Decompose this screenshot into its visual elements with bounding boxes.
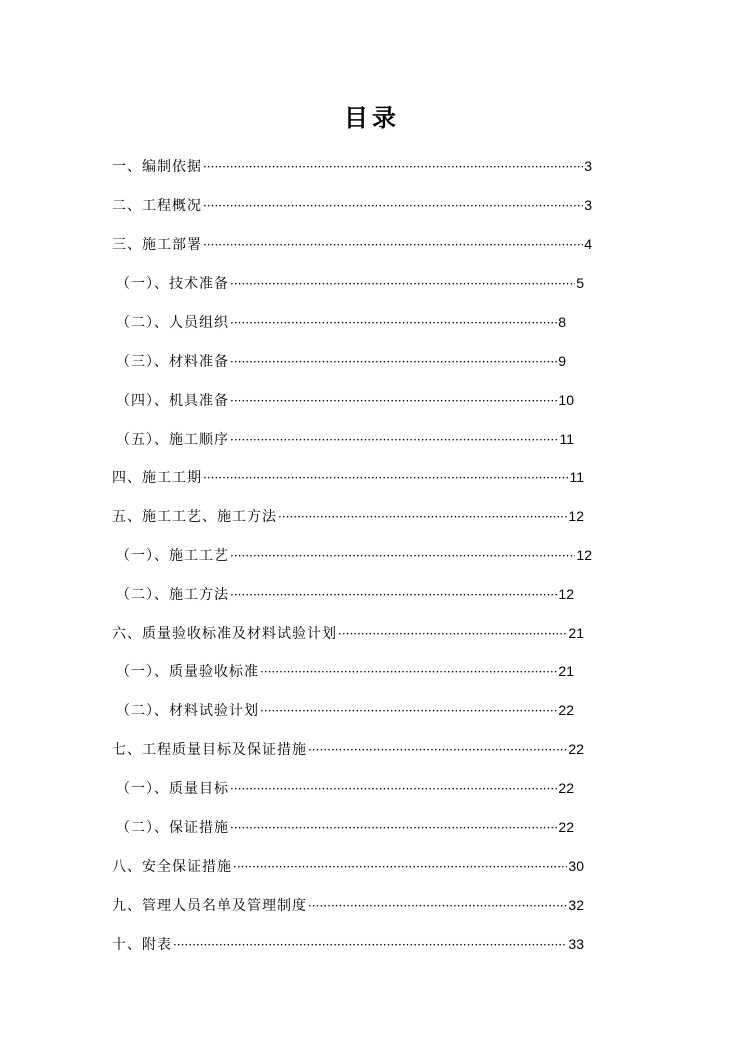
toc-entry xyxy=(112,506,584,527)
toc-leader-dots xyxy=(230,313,557,333)
toc-label: 五、施工工艺、施工方法 xyxy=(112,509,277,525)
toc-leader-dots xyxy=(203,157,583,177)
toc-page-number: 22 xyxy=(558,819,574,835)
toc-label: （五）、施工顺序 xyxy=(116,432,229,448)
toc-label: 四、施工工期 xyxy=(112,470,202,486)
toc-entry xyxy=(116,584,574,605)
toc-label: 六、质量验收标准及材料试验计划 xyxy=(112,626,337,642)
toc-leader-dots xyxy=(230,391,557,411)
page-title: 目录 xyxy=(344,104,400,132)
toc-page-number: 22 xyxy=(558,702,574,718)
toc-page-number: 5 xyxy=(576,275,584,291)
toc-entry xyxy=(112,739,584,760)
toc-entry xyxy=(112,195,592,216)
toc-page-number: 11 xyxy=(559,431,574,447)
toc-leader-dots xyxy=(230,779,557,799)
toc-entry xyxy=(116,429,574,450)
toc-label: （二）、保证措施 xyxy=(116,820,229,836)
toc-entry xyxy=(116,390,574,411)
toc-leader-dots xyxy=(203,235,583,255)
toc-leader-dots xyxy=(260,701,557,721)
toc-leader-dots xyxy=(203,468,568,488)
toc-page-number: 12 xyxy=(568,508,584,524)
toc-label: （二）、人员组织 xyxy=(116,315,229,331)
toc-entry xyxy=(112,623,584,644)
toc-leader-dots xyxy=(230,585,557,605)
toc-page-number: 11 xyxy=(569,469,584,485)
toc-label: （一）、技术准备 xyxy=(116,276,229,292)
toc-label: （三）、材料准备 xyxy=(116,354,229,370)
toc-page-number: 21 xyxy=(558,663,574,679)
toc-entry xyxy=(112,934,584,955)
toc-entry xyxy=(116,351,566,372)
toc-entry xyxy=(112,895,584,916)
toc-page-number: 9 xyxy=(558,353,566,369)
toc-label: 八、安全保证措施 xyxy=(112,859,232,875)
toc-label: （二）、施工方法 xyxy=(116,587,229,603)
toc-label: （四）、机具准备 xyxy=(116,393,229,409)
toc-page-number: 3 xyxy=(584,158,592,174)
toc-entry xyxy=(116,661,574,682)
toc-leader-dots xyxy=(338,624,567,644)
toc-label: （一）、施工工艺 xyxy=(116,548,229,564)
toc-entry xyxy=(116,817,574,838)
toc-label: 十、附表 xyxy=(112,937,172,953)
toc-leader-dots xyxy=(230,274,575,294)
toc-leader-dots xyxy=(308,740,567,760)
toc-leader-dots xyxy=(230,546,575,566)
toc-leader-dots xyxy=(278,507,567,527)
toc-label: 二、工程概况 xyxy=(112,198,202,214)
toc-leader-dots xyxy=(230,430,558,450)
toc-label: 一、编制依据 xyxy=(112,159,202,175)
toc-entry xyxy=(116,778,574,799)
toc-page-number: 22 xyxy=(558,780,574,796)
toc-label: 七、工程质量目标及保证措施 xyxy=(112,742,307,758)
toc-page-number: 12 xyxy=(558,586,574,602)
toc-entry xyxy=(116,545,592,566)
toc-entry xyxy=(112,156,592,177)
toc-page-number: 30 xyxy=(568,858,584,874)
toc-leader-dots xyxy=(230,352,557,372)
toc-label: （一）、质量目标 xyxy=(116,781,229,797)
toc-entry xyxy=(112,234,592,255)
toc-label: 三、施工部署 xyxy=(112,237,202,253)
toc-page-number: 4 xyxy=(584,236,592,252)
toc-page-number: 32 xyxy=(568,897,584,913)
toc-leader-dots xyxy=(308,896,567,916)
toc-label: 九、管理人员名单及管理制度 xyxy=(112,898,307,914)
toc-page-number: 33 xyxy=(568,936,584,952)
toc-page-number: 8 xyxy=(558,314,566,330)
toc-entry xyxy=(116,273,584,294)
toc-leader-dots xyxy=(260,662,557,682)
toc-entry xyxy=(116,700,574,721)
toc-leader-dots xyxy=(173,935,567,955)
toc-leader-dots xyxy=(203,196,583,216)
toc-page-number: 12 xyxy=(576,547,592,563)
toc-entry xyxy=(112,856,584,877)
toc-entry xyxy=(116,312,566,333)
toc-entry xyxy=(112,467,584,488)
toc-label: （一）、质量验收标准 xyxy=(116,664,259,680)
toc-page-number: 22 xyxy=(568,741,584,757)
toc-page-number: 10 xyxy=(558,392,574,408)
toc-page-number: 21 xyxy=(568,625,584,641)
toc-leader-dots xyxy=(230,818,557,838)
toc-label: （二）、材料试验计划 xyxy=(116,703,259,719)
toc-page-number: 3 xyxy=(584,197,592,213)
toc-leader-dots xyxy=(233,857,567,877)
